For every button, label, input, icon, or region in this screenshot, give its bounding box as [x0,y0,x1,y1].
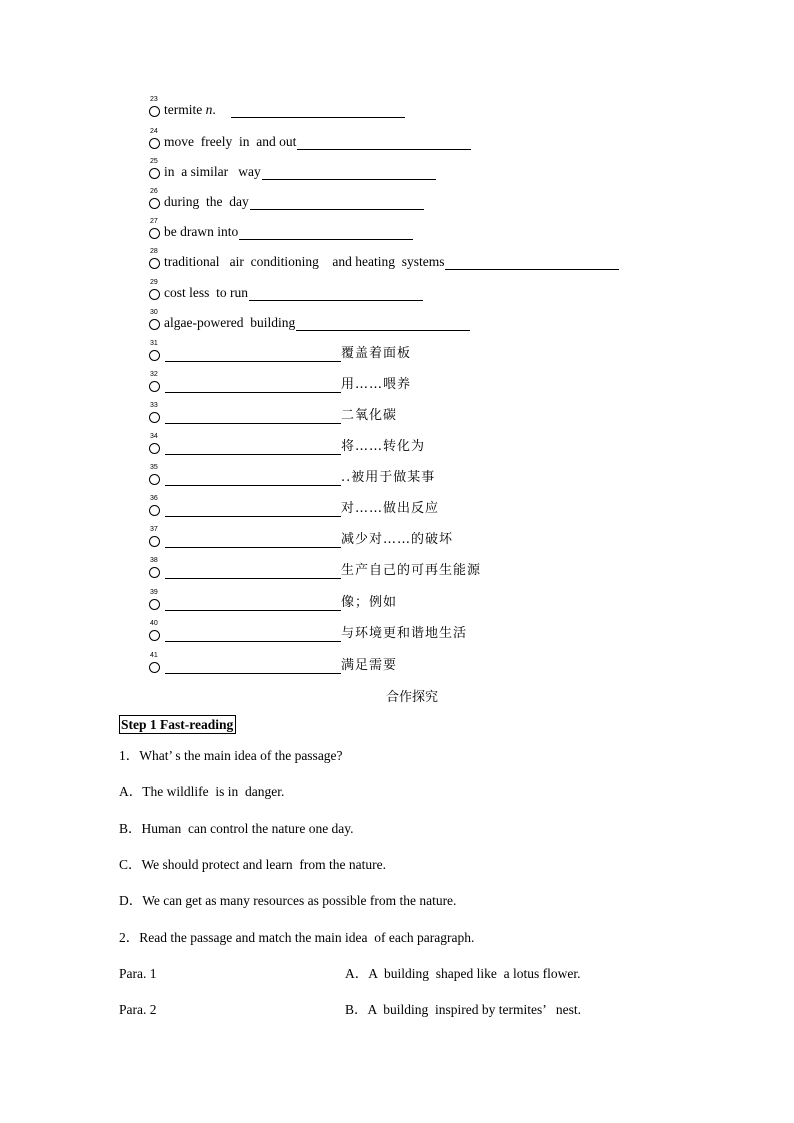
chinese-meaning: 减少对……的破坏 [341,532,454,547]
vocab-item-31 [149,340,411,362]
vocab-item-33 [149,402,397,424]
option-c: C．We should protect and learn from the nature. [119,857,386,872]
chinese-meaning: 满足需要 [341,658,398,673]
answer-blank[interactable] [165,439,341,455]
chinese-meaning: 像；例如 [341,595,398,610]
vocab-item-32 [149,371,411,393]
vocab-item-24 [149,128,471,150]
circled-number: 29 [149,287,163,301]
vocab-item-23 [149,96,405,118]
option-b: B．Human can control the nature one day. [119,821,354,836]
circled-number: 36 [149,503,163,517]
circled-number: 31 [149,348,163,362]
match-option-b: B．A building inspired by termites’ nest. [345,1002,581,1017]
vocab-item-38 [149,557,481,579]
step-heading: Step 1 Fast-reading [119,715,236,734]
vocab-item-41 [149,652,397,674]
vocab-term: traditional air conditioning and heating systems [164,254,445,269]
chinese-meaning: 覆盖着面板 [341,346,412,361]
circled-number: 25 [149,166,163,180]
answer-blank[interactable] [165,658,341,674]
answer-blank[interactable] [239,224,413,240]
vocab-term: move freely in and out [164,134,297,149]
vocab-item-25 [149,158,436,180]
vocab-item-34 [149,433,425,455]
circled-number: 35 [149,472,163,486]
match-option-a: A．A building shaped like a lotus flower. [345,966,581,981]
answer-blank[interactable] [165,532,341,548]
circled-number: 23 [149,104,163,118]
answer-blank[interactable] [165,377,341,393]
circled-number: 34 [149,441,163,455]
vocab-item-27 [149,218,413,240]
vocab-term: in a similar way [164,164,261,179]
answer-blank[interactable] [165,563,341,579]
circled-number: 33 [149,410,163,424]
circled-number: 40 [149,628,163,642]
answer-blank[interactable] [250,194,424,210]
answer-blank[interactable] [296,315,470,331]
para-label-1: Para. 1 [119,966,157,981]
circled-number: 39 [149,597,163,611]
vocab-item-29 [149,279,423,301]
circled-number: 27 [149,226,163,240]
option-d: D．We can get as many resources as possible from the nature. [119,893,457,908]
vocab-term: during the day [164,194,249,209]
circled-number: 28 [149,256,163,270]
vocab-item-30 [149,309,470,331]
circled-number: 41 [149,660,163,674]
vocab-term: be drawn into [164,224,239,239]
chinese-meaning: 对……做出反应 [341,501,440,516]
answer-blank[interactable] [165,501,341,517]
vocab-item-36 [149,495,439,517]
vocab-item-35 [149,464,435,486]
circled-number: 32 [149,379,163,393]
vocab-item-26 [149,188,424,210]
circled-number: 30 [149,317,163,331]
chinese-meaning: 二氧化碳 [341,408,398,423]
vocab-item-40 [149,620,467,642]
chinese-meaning: 生产自己的可再生能源 [341,563,482,578]
vocab-term: cost less to run [164,285,248,300]
answer-blank[interactable] [262,164,436,180]
vocab-item-37 [149,526,453,548]
answer-blank[interactable] [231,102,405,118]
circled-number: 24 [149,136,163,150]
answer-blank[interactable] [297,134,471,150]
chinese-meaning: 与环境更和谐地生活 [341,626,468,641]
answer-blank[interactable] [165,470,341,486]
para-label-2: Para. 2 [119,1002,157,1017]
vocab-term: termite n. [164,102,220,117]
answer-blank[interactable] [445,254,619,270]
answer-blank[interactable] [165,626,341,642]
vocab-item-39 [149,589,397,611]
chinese-meaning: 将……转化为 [341,439,426,454]
chinese-meaning: ..被用于做某事 [341,470,436,485]
question-2: 2．Read the passage and match the main idea of each paragraph. [119,930,475,945]
answer-blank[interactable] [165,595,341,611]
circled-number: 38 [149,565,163,579]
answer-blank[interactable] [165,408,341,424]
option-a: A．The wildlife is in danger. [119,784,285,799]
question-1: 1．What’ s the main idea of the passage? [119,748,343,763]
chinese-meaning: 用……喂养 [341,377,412,392]
answer-blank[interactable] [249,285,423,301]
circled-number: 37 [149,534,163,548]
vocab-item-28 [149,248,619,270]
vocab-term: algae-powered building [164,315,296,330]
section-title: 合作探究 [385,690,438,705]
answer-blank[interactable] [165,346,341,362]
circled-number: 26 [149,196,163,210]
